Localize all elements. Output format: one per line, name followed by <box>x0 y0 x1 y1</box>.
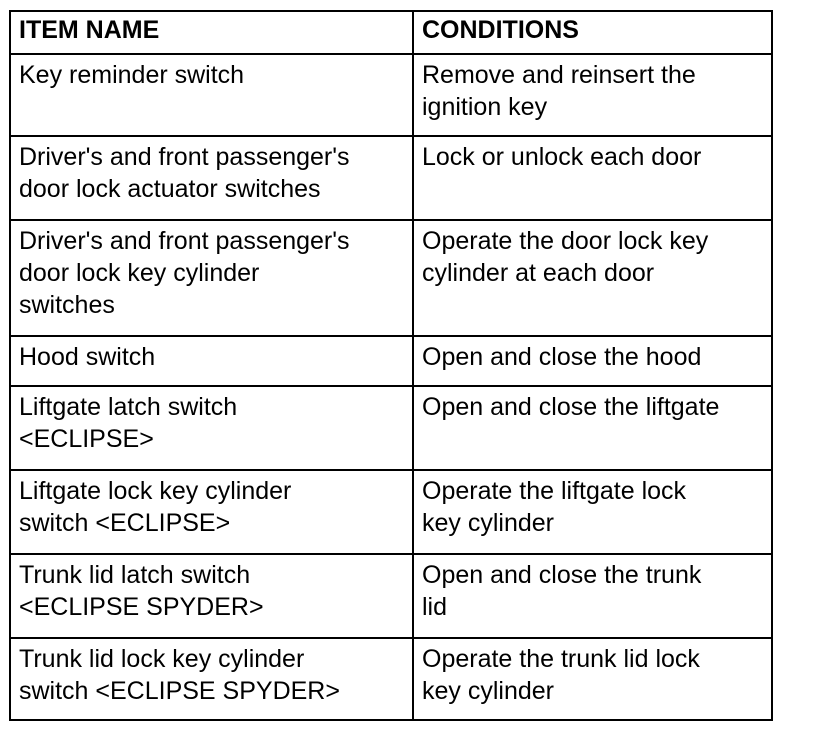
condition-cell: Remove and reinsert the ignition key <box>413 54 772 136</box>
condition-cell: Operate the door lock key cylinder at each door <box>413 220 772 336</box>
condition-cell: Open and close the hood <box>413 336 772 386</box>
table-row <box>10 386 772 470</box>
item-name-cell: Driver's and front passenger's door lock actuator switches <box>10 136 413 220</box>
condition-cell: Open and close the liftgate <box>413 386 772 470</box>
table-row <box>10 220 772 336</box>
item-name-cell: Trunk lid lock key cylinder switch <ECLIPSE SPYDER> <box>10 638 413 720</box>
switch-conditions-table <box>9 10 773 721</box>
item-name-cell: Liftgate lock key cylinder switch <ECLIPSE> <box>10 470 413 554</box>
table-row <box>10 54 772 136</box>
condition-cell: Operate the liftgate lock key cylinder <box>413 470 772 554</box>
table-row <box>10 136 772 220</box>
item-name-header: ITEM NAME <box>10 11 413 54</box>
item-name-cell: Key reminder switch <box>10 54 413 136</box>
condition-cell: Operate the trunk lid lock key cylinder <box>413 638 772 720</box>
table-row <box>10 554 772 638</box>
conditions-header: CONDITIONS <box>413 11 772 54</box>
table-row <box>10 336 772 386</box>
condition-cell: Open and close the trunk lid <box>413 554 772 638</box>
item-name-cell: Liftgate latch switch <ECLIPSE> <box>10 386 413 470</box>
item-name-cell: Trunk lid latch switch <ECLIPSE SPYDER> <box>10 554 413 638</box>
condition-cell: Lock or unlock each door <box>413 136 772 220</box>
table-row <box>10 638 772 720</box>
item-name-cell: Driver's and front passenger's door lock key cylinder switches <box>10 220 413 336</box>
item-name-cell: Hood switch <box>10 336 413 386</box>
table-header-row <box>10 11 772 54</box>
table-row <box>10 470 772 554</box>
